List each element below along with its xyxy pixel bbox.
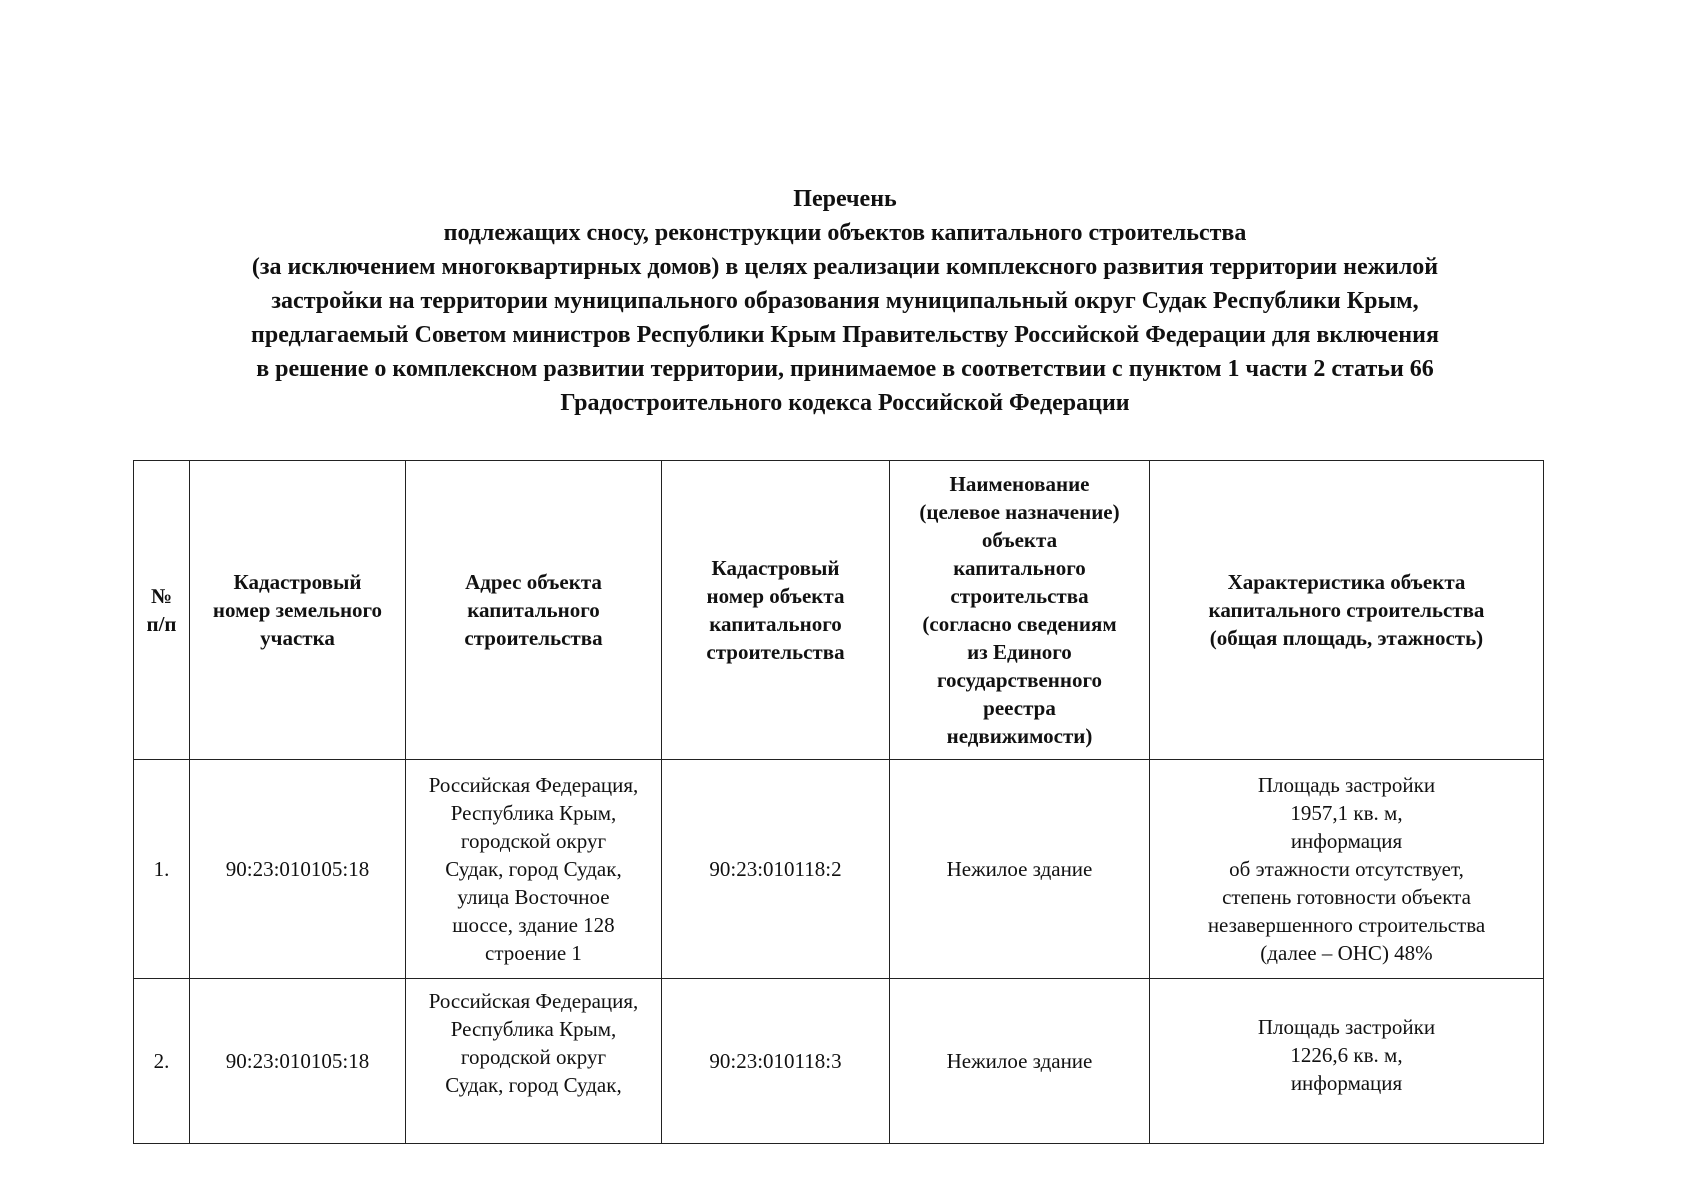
cell-number: 2. xyxy=(134,979,190,1144)
title-line: (за исключением многоквартирных домов) в целях реализации комплексного развития территории нежилой xyxy=(251,254,1439,280)
table-header-row xyxy=(134,461,1544,760)
cell-land-cadastral: 90:23:010105:18 xyxy=(190,979,406,1144)
header-address: Адрес объекта капитального строительства xyxy=(406,461,662,760)
header-number: № п/п xyxy=(134,461,190,760)
header-object-cadastral: Кадастровый номер объекта капитального строительства xyxy=(662,461,890,760)
cell-land-cadastral: 90:23:010105:18 xyxy=(190,760,406,979)
cell-object-name: Нежилое здание xyxy=(890,760,1150,979)
title-line: предлагаемый Советом министров Республики Крым Правительству Российской Федерации для включения xyxy=(251,322,1439,348)
table-row xyxy=(134,979,1544,1144)
header-object-name: Наименование (целевое назначение) объекта капитального строительства (согласно сведениям из Единого государственного реестра недвижимости) xyxy=(890,461,1150,760)
cell-characteristics: Площадь застройки 1957,1 кв. м, информация об этажности отсутствует, степень готовности объекта незавершенного строительства (далее – ОНС) 48% xyxy=(1150,760,1544,979)
title-line: Перечень xyxy=(793,186,897,212)
cell-characteristics: Площадь застройки 1226,6 кв. м, информация xyxy=(1150,979,1544,1144)
title-line: Градостроительного кодекса Российской Федерации xyxy=(560,390,1130,416)
document-title xyxy=(110,182,1580,420)
objects-table xyxy=(133,460,1544,1144)
cell-address: Российская Федерация, Республика Крым, городской округ Судак, город Судак, улица Восточное шоссе, здание 128 строение 1 xyxy=(406,760,662,979)
header-land-cadastral: Кадастровый номер земельного участка xyxy=(190,461,406,760)
table-row xyxy=(134,760,1544,979)
cell-address: Российская Федерация, Республика Крым, городской округ Судак, город Судак, xyxy=(406,979,662,1144)
title-line: застройки на территории муниципального образования муниципальный округ Судак Республики Крым, xyxy=(271,288,1419,314)
cell-object-cadastral: 90:23:010118:2 xyxy=(662,760,890,979)
header-characteristics: Характеристика объекта капитального строительства (общая площадь, этажность) xyxy=(1150,461,1544,760)
title-line: подлежащих сносу, реконструкции объектов капитального строительства xyxy=(443,220,1247,246)
title-line: в решение о комплексном развитии территории, принимаемое в соответствии с пунктом 1 части 2 статьи 66 xyxy=(256,356,1434,382)
cell-object-cadastral: 90:23:010118:3 xyxy=(662,979,890,1144)
cell-number: 1. xyxy=(134,760,190,979)
cell-object-name: Нежилое здание xyxy=(890,979,1150,1144)
